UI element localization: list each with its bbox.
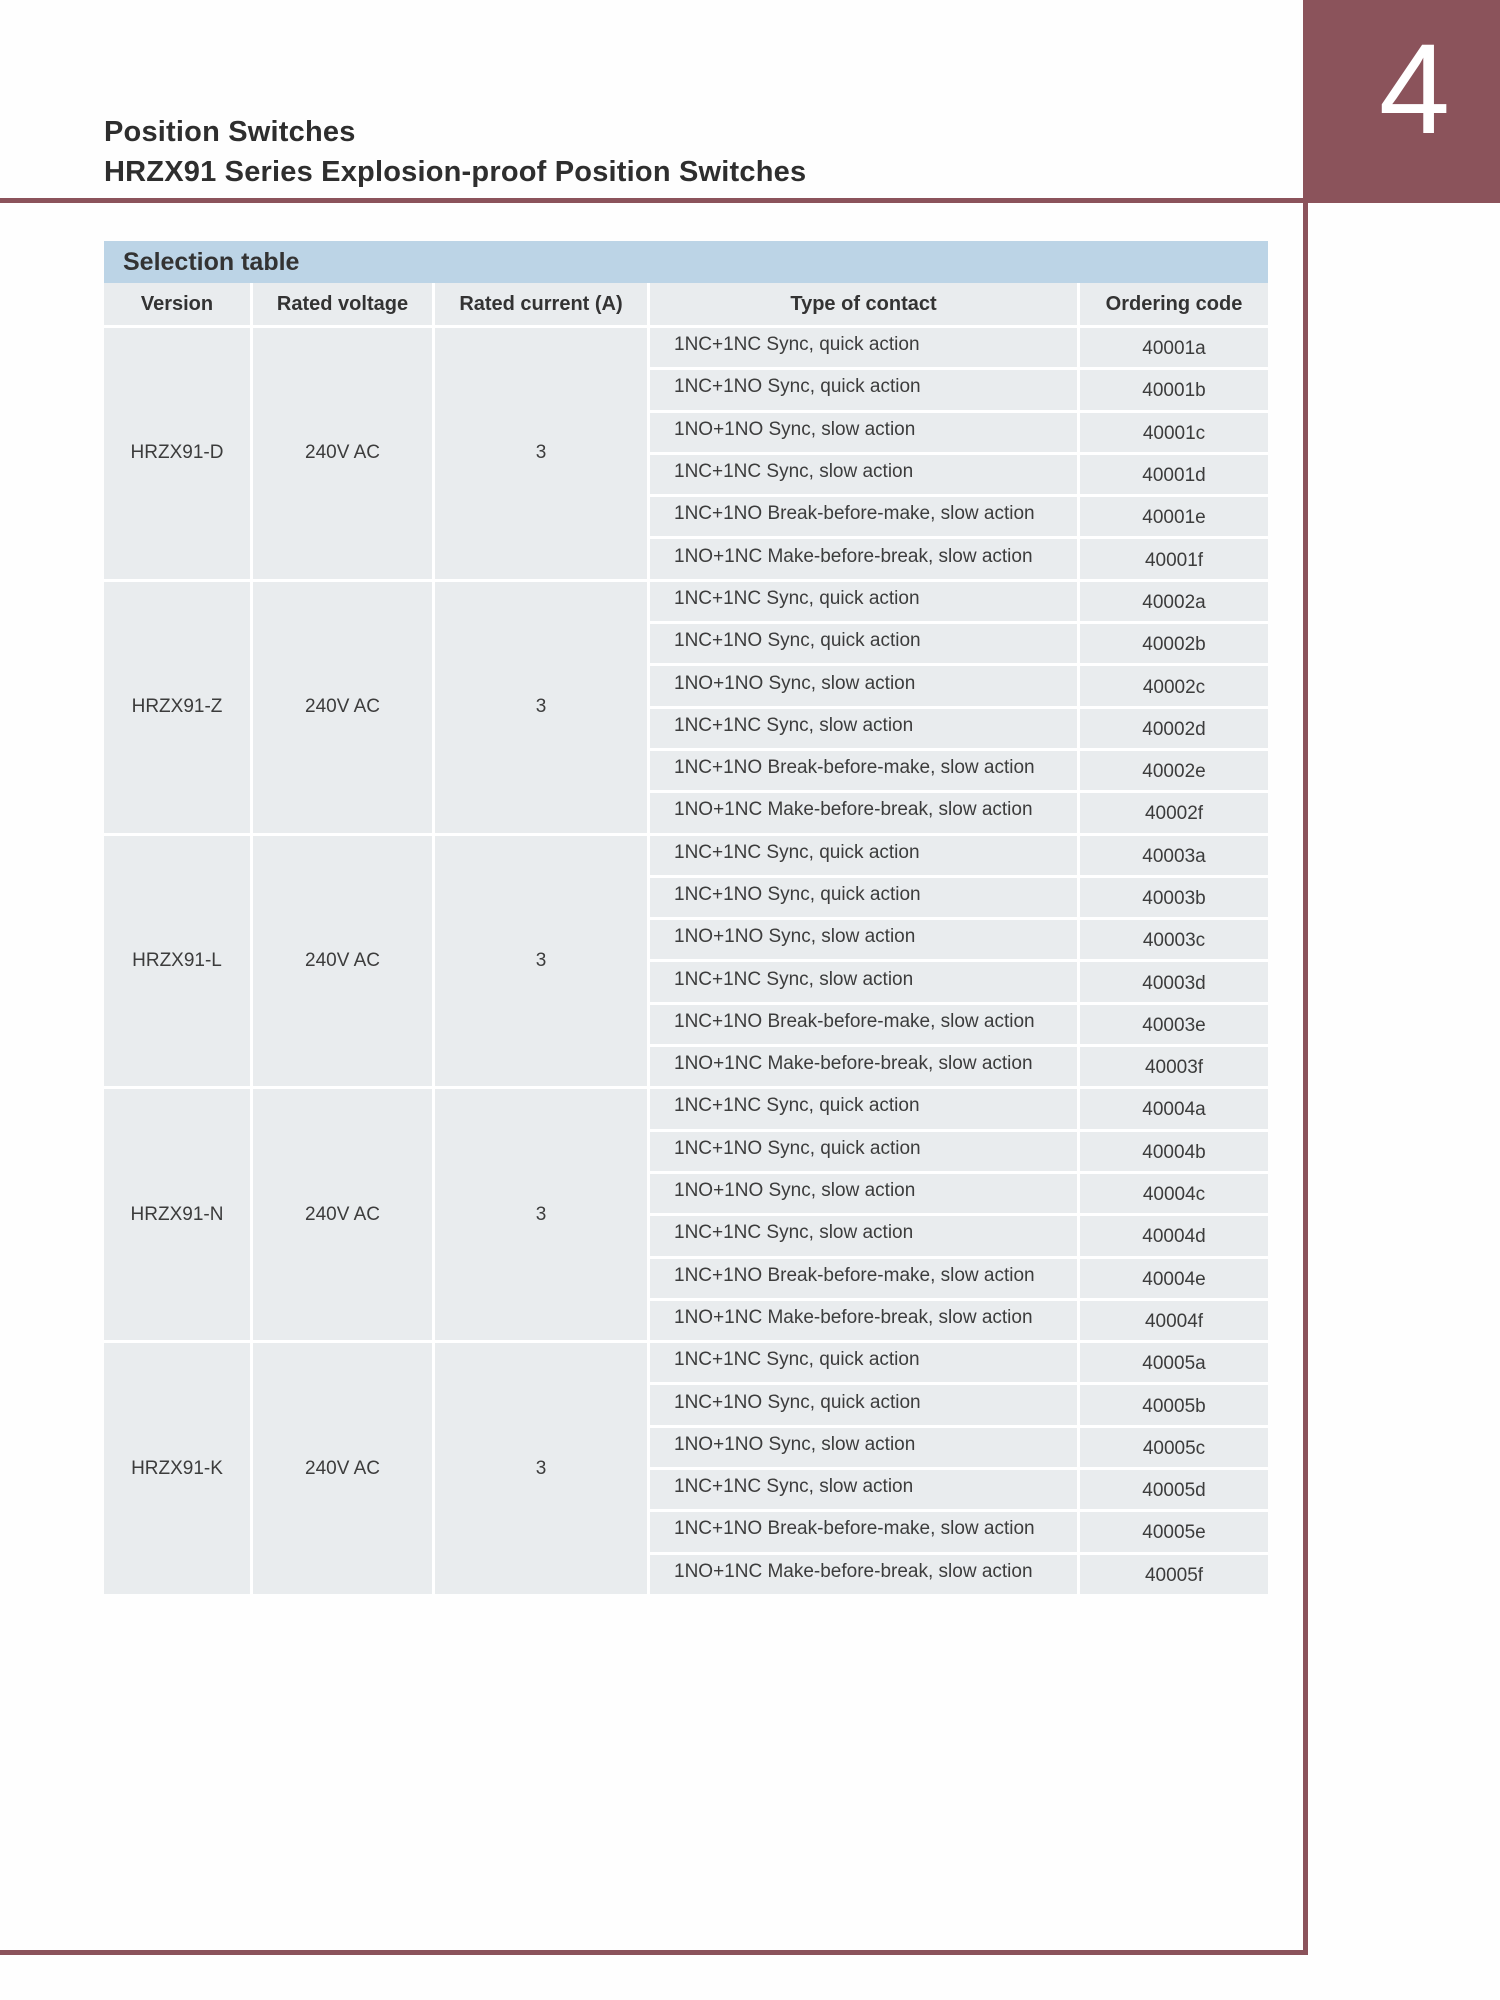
- contact-type-cell: 1NC+1NC Sync, quick action: [650, 1340, 1080, 1382]
- ordering-code-cell: 40004d: [1080, 1213, 1268, 1255]
- ordering-code-cell: 40002e: [1080, 748, 1268, 790]
- rated-voltage-cell: 240V AC: [253, 833, 435, 1087]
- page-title-line2: HRZX91 Series Explosion-proof Position Switches: [104, 156, 807, 188]
- rated-current-cell: 3: [435, 579, 650, 833]
- ordering-code-cell: 40005a: [1080, 1340, 1268, 1382]
- rated-voltage-cell: 240V AC: [253, 1340, 435, 1594]
- table-row: [104, 1086, 1268, 1128]
- selection-table: [104, 241, 1268, 1594]
- ordering-code-cell: 40004f: [1080, 1298, 1268, 1340]
- ordering-code-cell: 40004b: [1080, 1129, 1268, 1171]
- ordering-code-cell: 40003c: [1080, 917, 1268, 959]
- version-cell: HRZX91-D: [104, 325, 253, 579]
- table-header-row: [104, 283, 1268, 325]
- column-header-rated-voltage: Rated voltage: [253, 283, 435, 325]
- contact-type-cell: 1NC+1NO Sync, quick action: [650, 621, 1080, 663]
- ordering-code-cell: 40002b: [1080, 621, 1268, 663]
- ordering-code-cell: 40003d: [1080, 959, 1268, 1001]
- contact-type-cell: 1NC+1NO Break-before-make, slow action: [650, 1509, 1080, 1551]
- right-border-rule: [1303, 198, 1308, 1955]
- ordering-code-cell: 40004a: [1080, 1086, 1268, 1128]
- ordering-code-cell: 40005f: [1080, 1552, 1268, 1594]
- contact-type-cell: 1NO+1NC Make-before-break, slow action: [650, 790, 1080, 832]
- ordering-code-cell: 40005b: [1080, 1382, 1268, 1424]
- contact-type-cell: 1NC+1NO Sync, quick action: [650, 1129, 1080, 1171]
- header-rule: [0, 198, 1306, 203]
- contact-type-cell: 1NO+1NO Sync, slow action: [650, 1171, 1080, 1213]
- version-cell: HRZX91-Z: [104, 579, 253, 833]
- contact-type-cell: 1NO+1NO Sync, slow action: [650, 917, 1080, 959]
- table-row: [104, 325, 1268, 367]
- ordering-code-cell: 40002a: [1080, 579, 1268, 621]
- selection-table-grid: [104, 283, 1268, 1594]
- ordering-code-cell: 40004e: [1080, 1256, 1268, 1298]
- table-row: [104, 1340, 1268, 1382]
- ordering-code-cell: 40002f: [1080, 790, 1268, 832]
- contact-type-cell: 1NC+1NC Sync, quick action: [650, 325, 1080, 367]
- chapter-number-badge: [1303, 0, 1500, 203]
- ordering-code-cell: 40001d: [1080, 452, 1268, 494]
- column-header-version: Version: [104, 283, 253, 325]
- ordering-code-cell: 40003a: [1080, 833, 1268, 875]
- table-caption: Selection table: [104, 241, 1268, 283]
- contact-type-cell: 1NC+1NO Break-before-make, slow action: [650, 748, 1080, 790]
- rated-current-cell: 3: [435, 1340, 650, 1594]
- page-title-line1: Position Switches: [104, 116, 356, 148]
- contact-type-cell: 1NC+1NO Sync, quick action: [650, 875, 1080, 917]
- contact-type-cell: 1NO+1NC Make-before-break, slow action: [650, 1044, 1080, 1086]
- column-header-rated-current: Rated current (A): [435, 283, 650, 325]
- table-row: [104, 833, 1268, 875]
- contact-type-cell: 1NC+1NC Sync, slow action: [650, 1467, 1080, 1509]
- ordering-code-cell: 40005d: [1080, 1467, 1268, 1509]
- version-cell: HRZX91-K: [104, 1340, 253, 1594]
- contact-type-cell: 1NO+1NC Make-before-break, slow action: [650, 1298, 1080, 1340]
- chapter-number: 4: [1378, 17, 1451, 161]
- contact-type-cell: 1NC+1NC Sync, slow action: [650, 706, 1080, 748]
- contact-type-cell: 1NO+1NO Sync, slow action: [650, 663, 1080, 705]
- contact-type-cell: 1NC+1NC Sync, quick action: [650, 1086, 1080, 1128]
- contact-type-cell: 1NO+1NO Sync, slow action: [650, 410, 1080, 452]
- ordering-code-cell: 40003b: [1080, 875, 1268, 917]
- ordering-code-cell: 40001c: [1080, 410, 1268, 452]
- contact-type-cell: 1NC+1NO Sync, quick action: [650, 367, 1080, 409]
- rated-voltage-cell: 240V AC: [253, 325, 435, 579]
- ordering-code-cell: 40001f: [1080, 536, 1268, 578]
- contact-type-cell: 1NO+1NO Sync, slow action: [650, 1425, 1080, 1467]
- contact-type-cell: 1NC+1NC Sync, quick action: [650, 833, 1080, 875]
- contact-type-cell: 1NC+1NC Sync, slow action: [650, 959, 1080, 1001]
- ordering-code-cell: 40005e: [1080, 1509, 1268, 1551]
- footer-rule: [0, 1950, 1308, 1955]
- column-header-type-of-contact: Type of contact: [650, 283, 1080, 325]
- rated-current-cell: 3: [435, 833, 650, 1087]
- ordering-code-cell: 40005c: [1080, 1425, 1268, 1467]
- table-row: [104, 579, 1268, 621]
- contact-type-cell: 1NC+1NC Sync, slow action: [650, 452, 1080, 494]
- page-title: [104, 112, 806, 192]
- version-cell: HRZX91-N: [104, 1086, 253, 1340]
- ordering-code-cell: 40002d: [1080, 706, 1268, 748]
- contact-type-cell: 1NO+1NC Make-before-break, slow action: [650, 536, 1080, 578]
- contact-type-cell: 1NC+1NO Break-before-make, slow action: [650, 1002, 1080, 1044]
- ordering-code-cell: 40003f: [1080, 1044, 1268, 1086]
- ordering-code-cell: 40003e: [1080, 1002, 1268, 1044]
- ordering-code-cell: 40001a: [1080, 325, 1268, 367]
- ordering-code-cell: 40002c: [1080, 663, 1268, 705]
- contact-type-cell: 1NC+1NO Sync, quick action: [650, 1382, 1080, 1424]
- contact-type-cell: 1NC+1NC Sync, quick action: [650, 579, 1080, 621]
- contact-type-cell: 1NC+1NO Break-before-make, slow action: [650, 1256, 1080, 1298]
- rated-current-cell: 3: [435, 325, 650, 579]
- version-cell: HRZX91-L: [104, 833, 253, 1087]
- rated-voltage-cell: 240V AC: [253, 579, 435, 833]
- contact-type-cell: 1NO+1NC Make-before-break, slow action: [650, 1552, 1080, 1594]
- ordering-code-cell: 40001b: [1080, 367, 1268, 409]
- column-header-ordering-code: Ordering code: [1080, 283, 1268, 325]
- contact-type-cell: 1NC+1NO Break-before-make, slow action: [650, 494, 1080, 536]
- rated-voltage-cell: 240V AC: [253, 1086, 435, 1340]
- rated-current-cell: 3: [435, 1086, 650, 1340]
- contact-type-cell: 1NC+1NC Sync, slow action: [650, 1213, 1080, 1255]
- ordering-code-cell: 40004c: [1080, 1171, 1268, 1213]
- ordering-code-cell: 40001e: [1080, 494, 1268, 536]
